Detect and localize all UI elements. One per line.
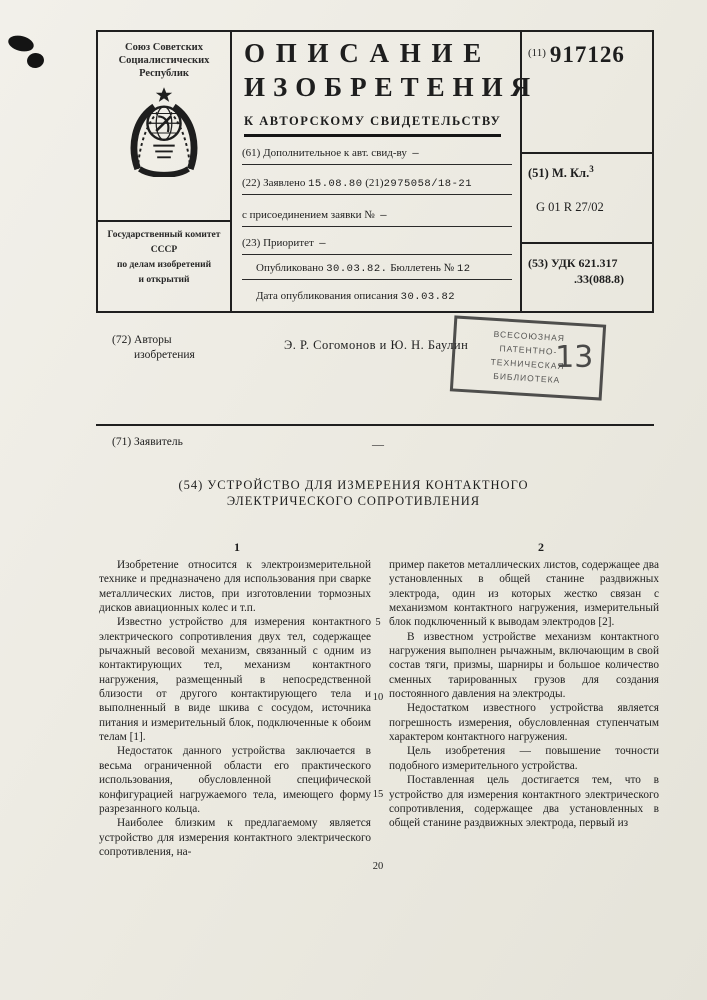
field-23 xyxy=(242,237,512,255)
invention-title-line2: ЭЛЕКТРИЧЕСКОГО СОПРОТИВЛЕНИЯ xyxy=(226,494,481,508)
published-label: Опубликовано xyxy=(256,262,324,274)
scan-artifact xyxy=(26,52,45,70)
authors-label xyxy=(112,333,195,363)
field-annex xyxy=(242,209,512,227)
udk-code: (53) УДК xyxy=(528,256,576,270)
bulletin-label: Бюллетень № xyxy=(390,262,455,274)
int-class-sup: 3 xyxy=(589,164,594,174)
union-line: Социалистических xyxy=(118,55,210,66)
publication-number-value: 917126 xyxy=(549,42,625,67)
committee-line: и открытий xyxy=(138,275,190,285)
paragraph: Изобретение относится к электроизмерительной технике и предназначено для использования при сварке металлических листов, при изготовлении тормозных дисков авиационных колес и т.п. xyxy=(99,559,371,615)
applicant-value: — xyxy=(372,437,384,451)
field-21-value: 2975058/18-21 xyxy=(383,178,473,190)
committee-line: Государственный комитет xyxy=(107,230,221,240)
int-class-value: G 01 R 27/02 xyxy=(536,200,604,214)
line-marker-10: 10 xyxy=(372,692,384,703)
field-annex-label: с присоединением заявки № xyxy=(242,209,375,221)
field-published xyxy=(242,262,512,280)
union-name xyxy=(102,41,226,80)
stamp-line: БИБЛИОТЕКА xyxy=(493,370,561,386)
publication-number xyxy=(528,42,625,68)
paragraph: Поставленная цель достигается тем, что в устройство для измерения контактного электрического сопротивления, содержащее два установленных в общей станине раздвижных электрода, первый из xyxy=(389,774,659,830)
line-marker-20: 20 xyxy=(372,861,384,872)
field-61-label: (61) Дополнительное к авт. свид-ву xyxy=(242,147,407,159)
column-2-number: 2 xyxy=(538,540,544,554)
field-22-value: 15.08.80 xyxy=(308,178,363,190)
union-line: Республик xyxy=(139,68,189,79)
field-22-label: (22) Заявлено xyxy=(242,177,306,189)
paragraph: В известном устройстве механизм контактного нагружения выполнен рычажным, включающим в свой состав тяги, призмы, шарниры и большое количество сменных тарированных грузов для создания постоянного давления на электроды. xyxy=(389,630,659,701)
paragraph: пример пакетов металлических листов, содержащее два установленных в общей станине раздвижных электрода, один из которых жестко связан с механизмом контактного нагружения, измерительный блок подключенный к выводам электродов [2]. xyxy=(389,559,659,629)
divider xyxy=(98,220,230,222)
field-description-date xyxy=(242,290,512,307)
published-date: 30.03.82. xyxy=(326,263,388,275)
paragraph: Недостатком известного устройства является погрешность измерения, обусловленная ступенчатым характером контактного нагружения. xyxy=(389,702,659,744)
line-marker-15: 15 xyxy=(372,789,384,800)
header-box xyxy=(96,30,654,313)
authors-label-line1: (72) Авторы xyxy=(112,334,172,346)
line-marker-5: 5 xyxy=(375,617,381,628)
stamp-number: 13 xyxy=(554,339,594,375)
document-title-word1: О П И С А Н И Е xyxy=(244,38,484,68)
committee-name xyxy=(100,228,228,288)
invention-title-line1: (54) УСТРОЙСТВО ДЛЯ ИЗМЕРЕНИЯ КОНТАКТНОГО xyxy=(178,478,529,492)
int-class-code: (51) М. Кл. xyxy=(528,166,590,181)
scan-artifact xyxy=(7,33,36,54)
divider xyxy=(96,424,654,426)
description-date-value: 30.03.82 xyxy=(400,291,456,303)
stamp-line: ТЕХНИЧЕСКАЯ xyxy=(490,356,565,372)
paragraph: Известно устройство для измерения контактного электрического сопротивления двух тел, содержащее рычажный весовой механизм, связанный с одним из контактирующих тел, механизм контактного нагружения, размещенный в непосредственной близости от другого контактирующего тела и выполненный в виде шкива с сосудом, источника питания и измерительный блок, подключенные к обоим телам [1]. xyxy=(99,616,371,744)
document-title-word2: ИЗОБРЕТЕНИЯ xyxy=(244,72,539,102)
divider xyxy=(520,152,654,154)
document-subtitle: К АВТОРСКОМУ СВИДЕТЕЛЬСТВУ xyxy=(244,114,501,137)
field-61-value: — xyxy=(412,148,420,160)
authors-names: Э. Р. Согомонов и Ю. Н. Баулин xyxy=(284,338,469,352)
header-right-cell xyxy=(522,32,656,311)
field-21-code: (21) xyxy=(365,177,384,189)
bulletin-number: 12 xyxy=(456,263,471,275)
field-23-label: (23) Приоритет xyxy=(242,237,314,249)
body-column-left xyxy=(99,558,371,859)
udk-value-1: 621.317 xyxy=(578,256,618,270)
union-line: Союз Советских xyxy=(125,42,203,53)
paragraph: Наиболее близким к предлагаемому является устройство для измерения контактного электрического сопротивления, на- xyxy=(99,817,371,858)
stamp-line: ПАТЕНТНО- xyxy=(499,343,558,357)
committee-line: по делам изобретений xyxy=(116,260,212,270)
field-61 xyxy=(242,147,512,165)
library-stamp xyxy=(450,315,606,400)
stamp-line: ВСЕСОЮЗНАЯ xyxy=(493,328,566,344)
field-23-value: — xyxy=(319,238,327,250)
description-date-label: Дата опубликования описания xyxy=(256,290,398,302)
column-1-number: 1 xyxy=(234,540,240,554)
divider xyxy=(520,242,654,244)
publication-number-code: (11) xyxy=(528,47,546,59)
int-class-label xyxy=(528,164,594,181)
header-left-cell xyxy=(98,32,230,311)
paragraph: Цель изобретения — повышение точности подобного измерительного устройства. xyxy=(389,745,659,772)
field-annex-value: — xyxy=(380,210,388,222)
ussr-coat-of-arms-emblem xyxy=(98,87,230,182)
invention-title xyxy=(0,477,707,509)
authors-label-line2: изобретения xyxy=(134,349,195,361)
applicant-label: (71) Заявитель xyxy=(112,436,183,448)
field-22-21 xyxy=(242,177,512,195)
paragraph: Недостаток данного устройства заключается в весьма ограниченной области его практического использования, обусловленной специфической конфигурацией нагружаемого тела, имеющего форму разрезанного кольца. xyxy=(99,745,371,815)
body-column-right xyxy=(389,558,659,831)
udk-value-2: .33(088.8) xyxy=(574,272,624,286)
udk-label xyxy=(528,256,618,271)
committee-line: СССР xyxy=(150,245,178,255)
